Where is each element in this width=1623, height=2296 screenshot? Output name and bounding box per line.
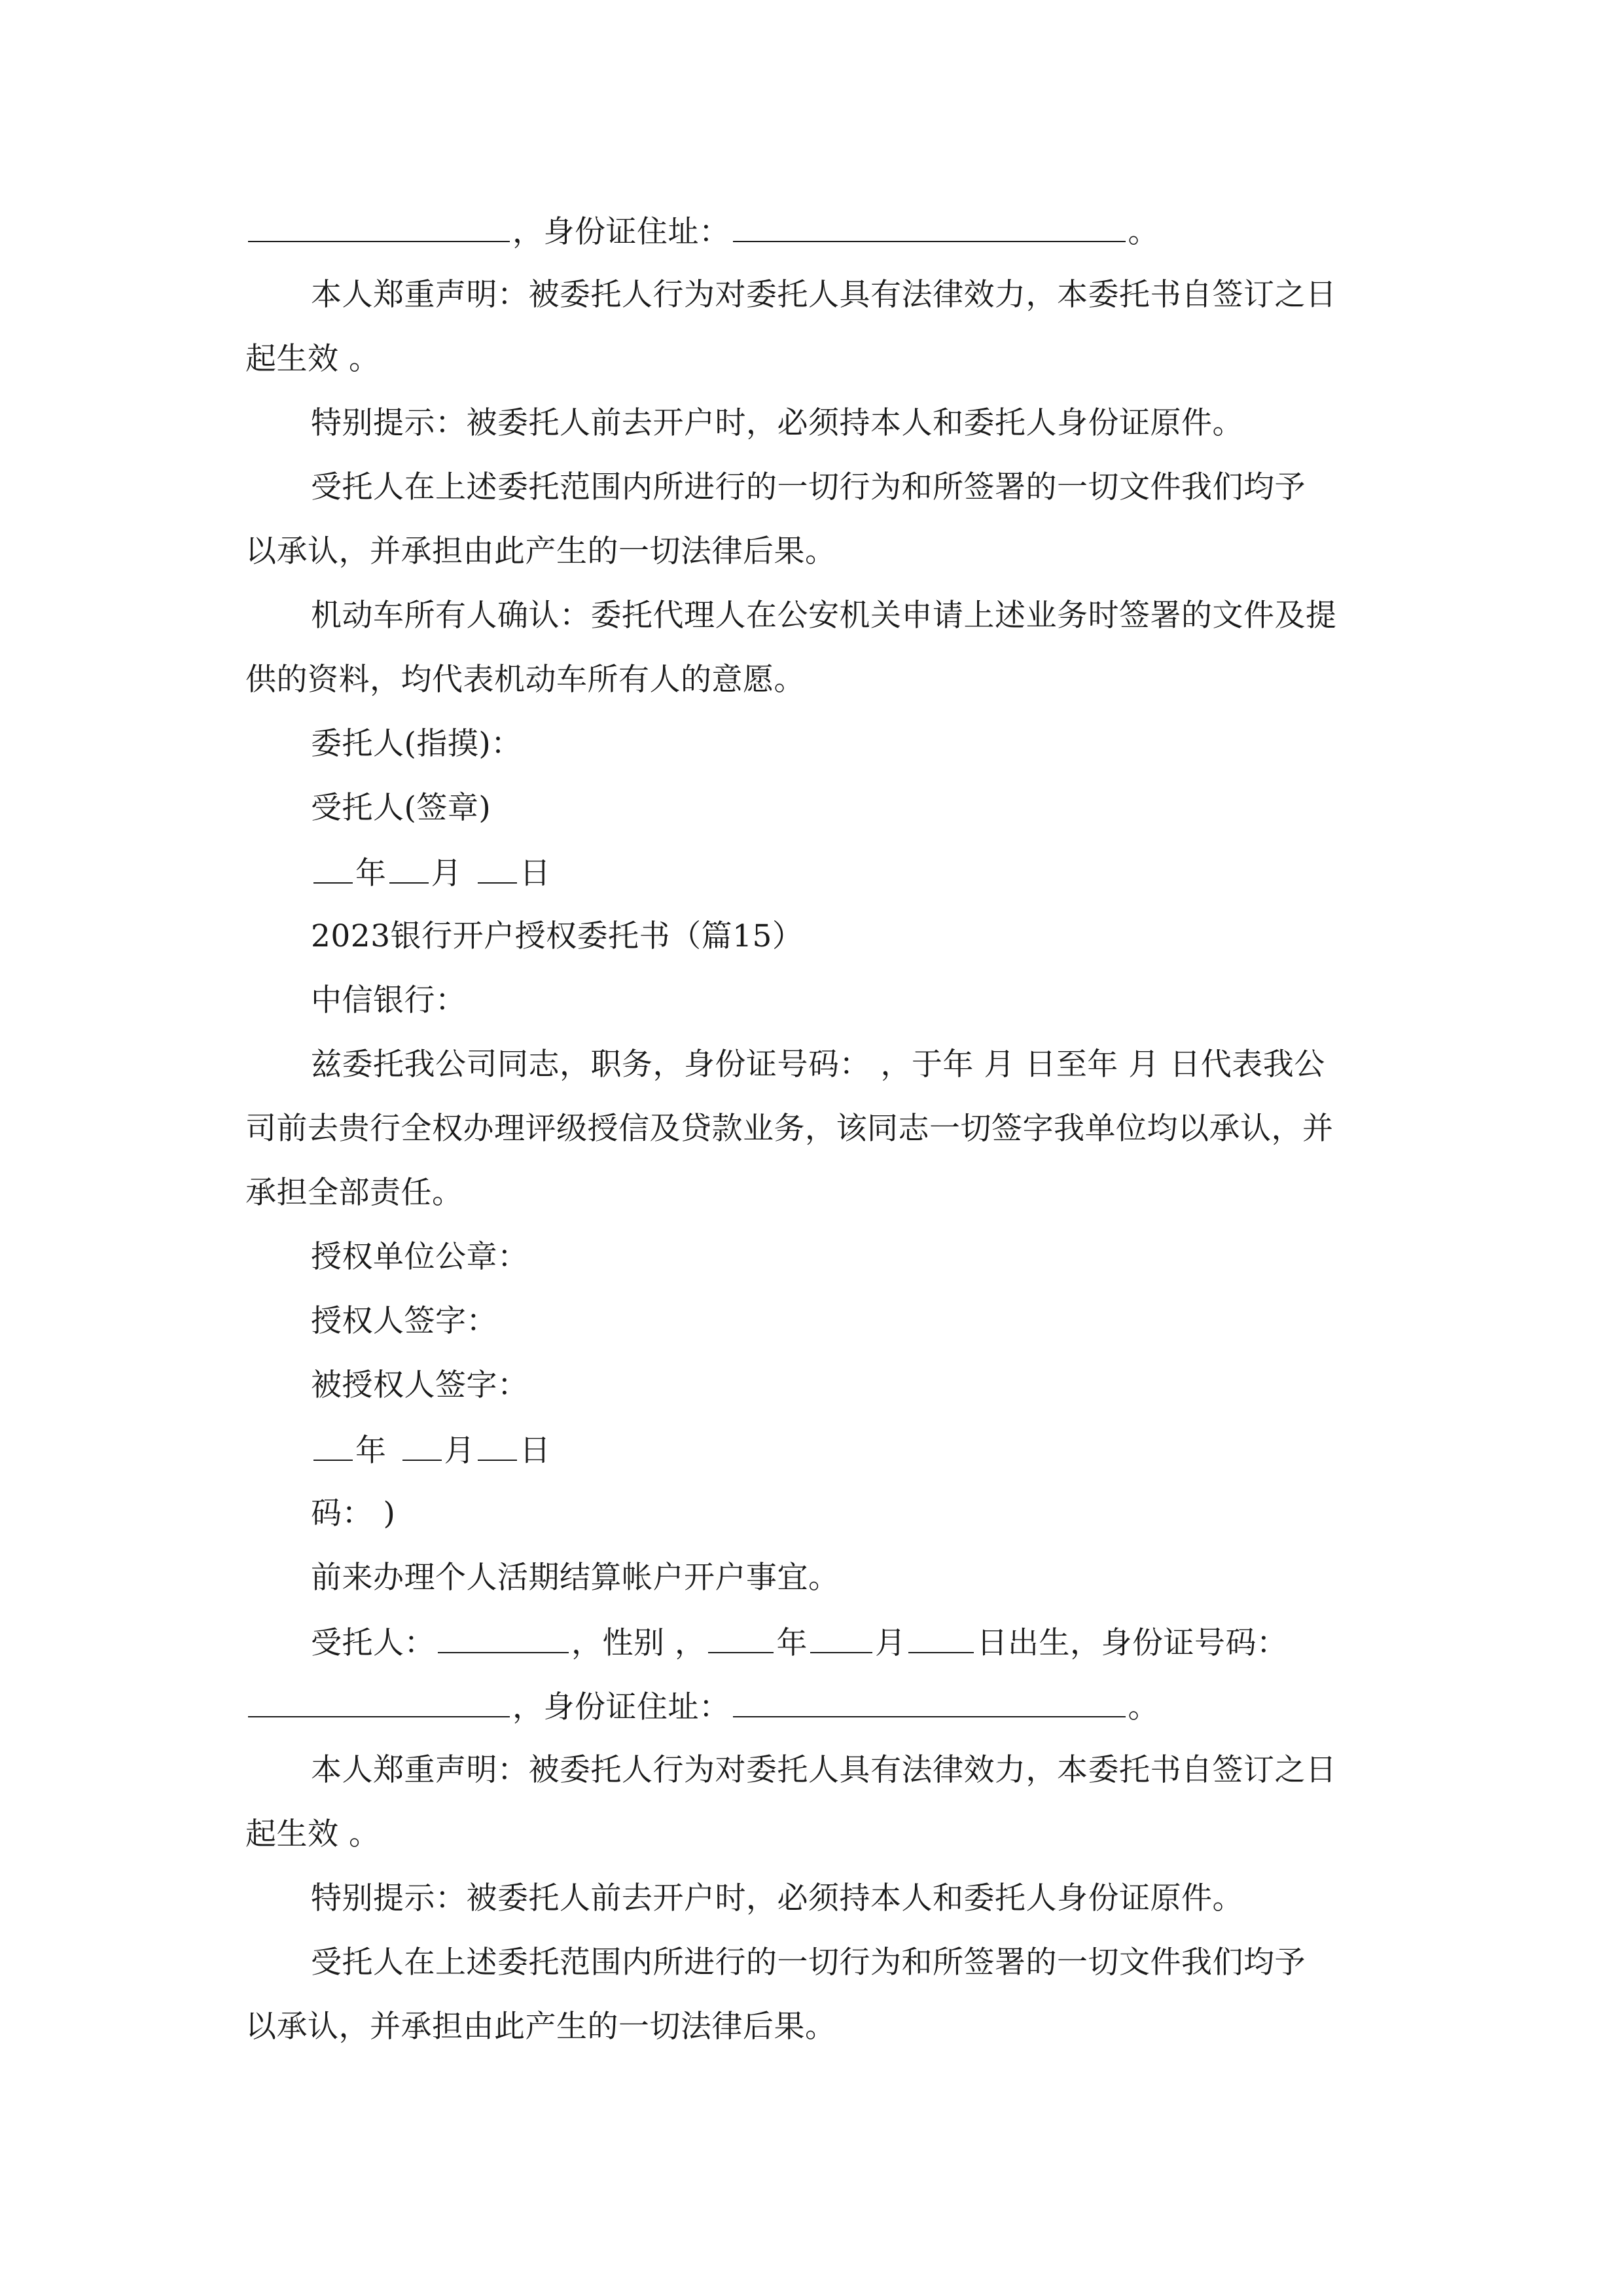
purpose-line: 前来办理个人活期结算帐户开户事宜。 [311, 1560, 840, 1596]
year-blank [313, 1427, 353, 1461]
month-label: 月 [431, 855, 462, 891]
authorization-line-1: 兹委托我公司同志，职务，身份证号码： ，于年 月 日至年 月 日代表我公 [311, 1047, 1325, 1083]
address-label: ，身份证住址： [512, 214, 730, 250]
date-line-1 [245, 850, 1378, 914]
date-line-2 [245, 1427, 1378, 1491]
bank-name: 中信银行： [311, 982, 467, 1018]
gender-label: ，性别 ， [571, 1625, 706, 1661]
address-line-1 [245, 208, 1378, 272]
authorized-signature-line: 被授权人签字： [311, 1367, 529, 1403]
company-seal-line: 授权单位公章： [311, 1239, 529, 1275]
vehicle-owner-line-1: 机动车所有人确认：委托代理人在公安机关申请上述业务时签署的文件及提 [311, 598, 1337, 634]
day-label: 日 [520, 855, 551, 891]
agent-label: 受托人： [311, 1625, 435, 1661]
address-label: ，身份证住址： [512, 1689, 730, 1725]
authorization-line-2: 司前去贵行全权办理评级授信及贷款业务，该同志一切签字我单位均以承认，并 [245, 1111, 1334, 1147]
address-blank [733, 1683, 1126, 1717]
authorizer-signature-line: 授权人签字： [311, 1303, 497, 1339]
month-blank [389, 850, 429, 884]
acknowledgement-line-3: 受托人在上述委托范围内所进行的一切行为和所签署的一切文件我们均予 [311, 1945, 1306, 1981]
birth-month-blank [810, 1619, 872, 1653]
month-label: 月 [444, 1433, 475, 1469]
birth-id-label: 日出生，身份证号码： [976, 1625, 1288, 1661]
special-note-line: 特别提示：被委托人前去开户时，必须持本人和委托人身份证原件。 [311, 405, 1243, 441]
day-label: 日 [520, 1433, 551, 1469]
year-label: 年 [355, 855, 387, 891]
declaration-line-2: 起生效 。 [245, 341, 380, 377]
day-blank [478, 850, 517, 884]
month-label: 月 [874, 1625, 906, 1661]
declaration-line-1: 本人郑重声明：被委托人行为对委托人具有法律效力，本委托书自签订之日 [311, 277, 1337, 313]
special-note-line-2: 特别提示：被委托人前去开户时，必须持本人和委托人身份证原件。 [311, 1880, 1243, 1916]
agent-name-blank [438, 1619, 569, 1653]
period: 。 [1128, 1689, 1159, 1725]
birth-year-blank [708, 1619, 774, 1653]
address-blank [733, 208, 1126, 242]
vehicle-owner-line-2: 供的资料，均代表机动车所有人的意愿。 [245, 662, 805, 698]
acknowledgement-line-4: 以承认，并承担由此产生的一切法律后果。 [245, 2009, 836, 2045]
id-number-blank [248, 208, 510, 242]
declaration-line-4: 起生效 。 [245, 1816, 380, 1852]
year-label: 年 [355, 1433, 387, 1469]
section-title: 2023银行开户授权委托书（篇15） [311, 918, 804, 954]
code-line: 码： ) [311, 1496, 396, 1532]
day-blank [478, 1427, 517, 1461]
agent-signature-line: 受托人(签章) [311, 790, 491, 826]
address-line-2 [245, 1683, 1378, 1748]
acknowledgement-line-1: 受托人在上述委托范围内所进行的一切行为和所签署的一切文件我们均予 [311, 469, 1306, 505]
period: 。 [1128, 214, 1159, 250]
birth-day-blank [908, 1619, 974, 1653]
year-blank [313, 850, 353, 884]
acknowledgement-line-2: 以承认，并承担由此产生的一切法律后果。 [245, 533, 836, 569]
month-blank [402, 1427, 442, 1461]
agent-info-line [245, 1619, 1378, 1683]
principal-signature-line: 委托人(指摸)： [311, 726, 522, 762]
year-label: 年 [776, 1625, 808, 1661]
document-page [245, 208, 1378, 2068]
declaration-line-3: 本人郑重声明：被委托人行为对委托人具有法律效力，本委托书自签订之日 [311, 1752, 1337, 1788]
id-number-blank [248, 1683, 510, 1717]
authorization-line-3: 承担全部责任。 [245, 1175, 463, 1211]
